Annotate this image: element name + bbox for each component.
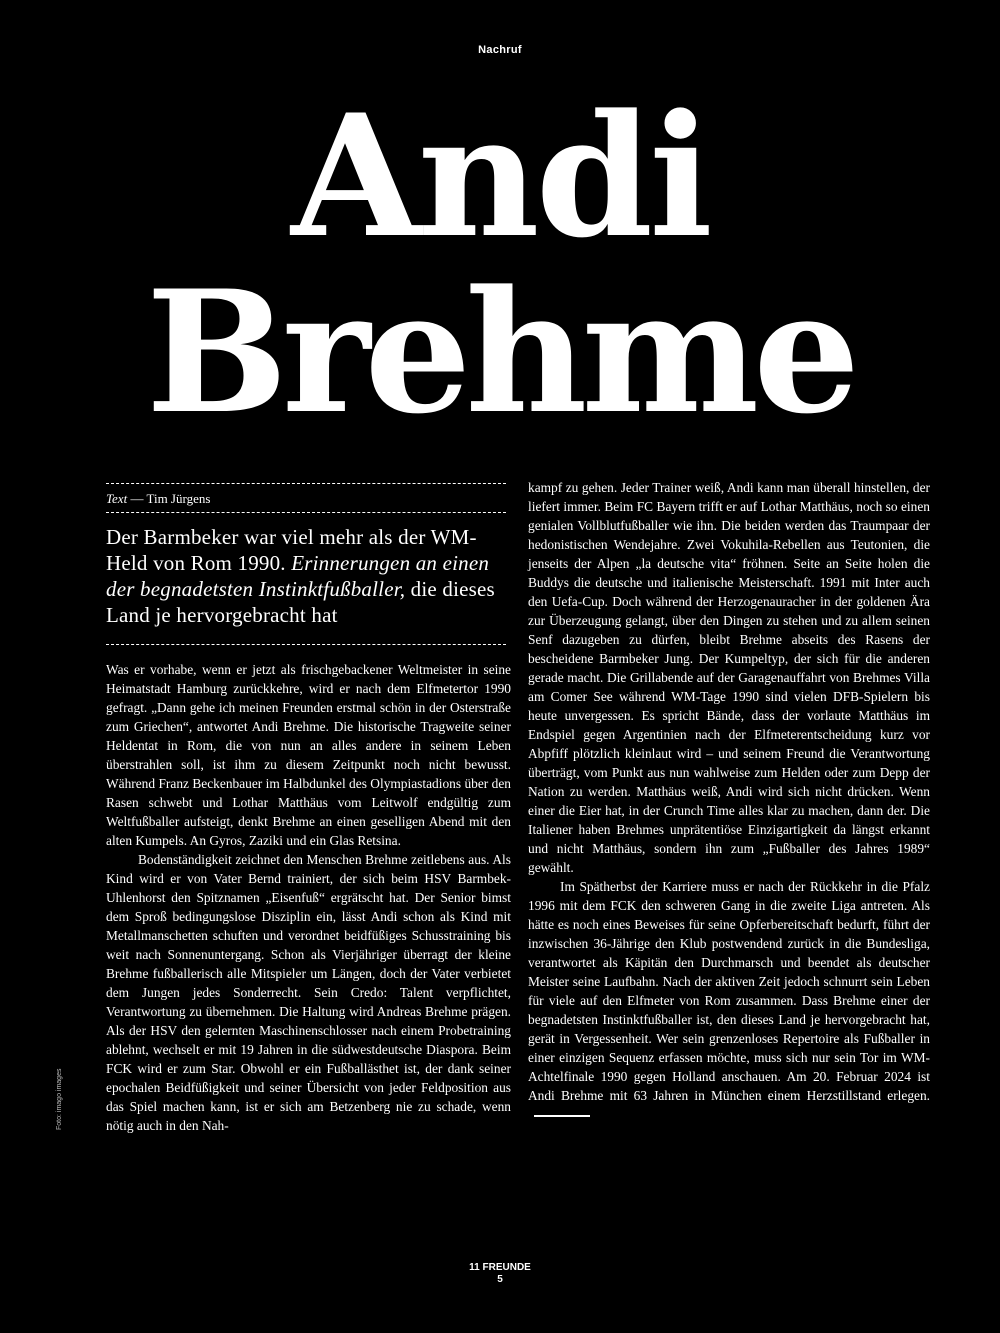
byline <box>106 491 210 507</box>
footer-page-number: 5 <box>497 1274 503 1285</box>
body-paragraph-last <box>528 877 930 1124</box>
byline-separator: — <box>127 491 147 506</box>
end-mark-rule <box>534 1115 590 1117</box>
lead-plain: Der Barmbeker war viel mehr als der WM-Held von Rom 1990. <box>106 525 477 575</box>
body-paragraph: kampf zu gehen. Jeder Trainer weiß, Andi kann man überall hinstellen, der liefert immer. Beim FC Bayern trifft er auf Lothar Matthäus, noch so einen genialen Vollblutfußballer wie ihn. Die beiden werden das Traumpaar der hedonistischen Wendejahre. Zwei Vokuhila-Rebellen aus Teutonien, die jenseits der Alpen „la deutsche vita“ fröhnen. Seite an Seite holen die Buddys die deutsche und italienische Meisterschaft. 1991 mit Inter auch den Uefa-Cup. Doch während der Herzogenauracher in der goldenen Ära zur Überzeugung gelangt, über den Dingen zu stehen und zu allem seinen Senf dazugeben zu dürfen, bleibt Brehme abseits des Rasens der bescheidene Barmbeker Jung. Der Kumpeltyp, der sich für die anderen gerade macht. Die Grillabende auf der Garagenauffahrt von Brehmes Villa am Comer See während WM-Tage 1990 sind vielen DFB-Spielern bis heute unvergessen. Es spricht Bände, dass der vorlaute Matthäus im Endspiel gegen Argentinien nach der Elfmeterentscheidung kurz vor Abpfiff plötzlich kleinlaut wird – und seinem Freund die Verantwortung überträgt, vom Punkt aus nun wahlweise zum Helden oder zum Depp der Nation zu werden. Matthäus weiß, Andi wird sich nicht drücken. Wenn einer die Eier hat, in der Crunch Time alles klar zu machen, dann der. Die Italiener haben Brehmes unprätentiöse Einzigartigkeit da längst erkannt und nicht Matthäus, sondern ihn zum „Fußballer des Jahres 1989“ gewählt. <box>528 480 930 875</box>
lead-tail: die dieses Land je hervorgebracht hat <box>106 577 495 627</box>
byline-bottom-rule <box>106 512 506 513</box>
body-paragraph-text: Im Spätherbst der Karriere muss er nach der Rückkehr in die Pfalz 1996 mit dem FCK den schweren Gang in die zweite Liga antreten. Als hätte es noch eines Beweises für seine Opferbereitschaft bedurft, führt der inzwischen 36-Jährige den Klub postwendend zurück in die Bundesliga, verantwortet als Käpitän den Durchmarsch und beendet als deutscher Meister seine Laufbahn. Nach der aktiven Zeit jedoch schnurrt sein Leben für viele auf den Elfmeter von Rom zusammen. Dass Brehme einer der begnadetsten Instinktfußballer ist, den dieses Land je hervorgebracht hat, gerät in Vergessenheit. Wer sein grenzenloses Repertoire als Fußballer in einer einzigen Sequenz erfassen möchte, muss sich nur sein Tor im WM-Achtelfinale 1990 gegen Holland anschauen. Am 20. Februar 2024 ist Andi Brehme mit 63 Jahren in München einem Herzstillstand erlegen. <box>528 879 930 1103</box>
byline-author: Tim Jürgens <box>146 491 211 506</box>
lead-paragraph <box>106 524 506 628</box>
lead-bottom-rule <box>106 644 506 645</box>
byline-top-rule <box>106 483 506 484</box>
headline-line-1: Andi <box>291 77 709 275</box>
headline-line-2: Brehme <box>145 253 855 451</box>
section-kicker: Nachruf <box>478 44 522 56</box>
photo-credit: Foto: imago images <box>56 1068 63 1130</box>
body-paragraph: Bodenständigkeit zeichnet den Menschen Brehme zeitlebens aus. Als Kind wird er von Vater Bernd trainiert, der sich beim HSV Barmbek-Uhlenhorst den Spitznamen „Eisenfuß“ ergrätscht hat. Der Senior bimst dem Sproß bedingungslose Disziplin ein, lässt Andi schon als Kind mit Metallmanschetten schuften und verordnet beidfüßiges Schusstraining bis weit nach Sonnenuntergang. Schon als Vierjähriger überragt der kleine Brehme fußballerisch alle Mitspieler um Längen, doch der Vater verbietet dem Jungen jedes Sonderrecht. Sein Credo: Talent verpflichtet, Verantwortung zu übernehmen. Die Haltung wird Andreas Brehme prägen. Als der HSV den gelernten Maschinenschlosser nach einem Probetraining ablehnt, wechselt er mit 19 Jahren in die südwestdeutsche Diaspora. Beim FCK wird er zum Star. Obwohl er ein Fußballästhet ist, der dank seiner epochalen Beidfüßigkeit und seiner Übersicht von jeder Feldposition aus das Spiel machen kann, ist er sich am Betzenberg nie zu schade, wenn nötig auch in den Nah- <box>106 852 511 1133</box>
footer-magazine: 11 FREUNDE <box>469 1262 531 1273</box>
body-column-left <box>106 660 511 1135</box>
body-paragraph: Was er vorhabe, wenn er jetzt als frischgebackener Weltmeister in seine Heimatstadt Hamburg zurückkehre, wird er nach dem Elfmetertor 1990 gefragt. „Dann gehe ich meinen Freunden erstmal schön in der Osterstraße zum Griechen“, antwortet Andi Brehme. Die historische Tragweite seiner Heldentat in Rom, die von nun an alles andere in seinem Leben überstrahlen soll, ist ihm zu diesem Zeitpunkt noch nicht bewusst. Während Franz Beckenbauer im Halbdunkel des Olympiastadions über den Rasen schwebt und Lothar Matthäus vom Leitwolf endgültig zum Weltfußballer aufsteigt, denkt Brehme an einen geselligen Abend mit den alten Kumpels. An Gyros, Zaziki und ein Glas Retsina. <box>106 662 511 848</box>
lead-italic: Erinnerungen an einen der begnadetsten Instinktfußballer, <box>106 551 490 601</box>
byline-label: Text <box>106 491 128 506</box>
body-column-right <box>528 478 930 1124</box>
